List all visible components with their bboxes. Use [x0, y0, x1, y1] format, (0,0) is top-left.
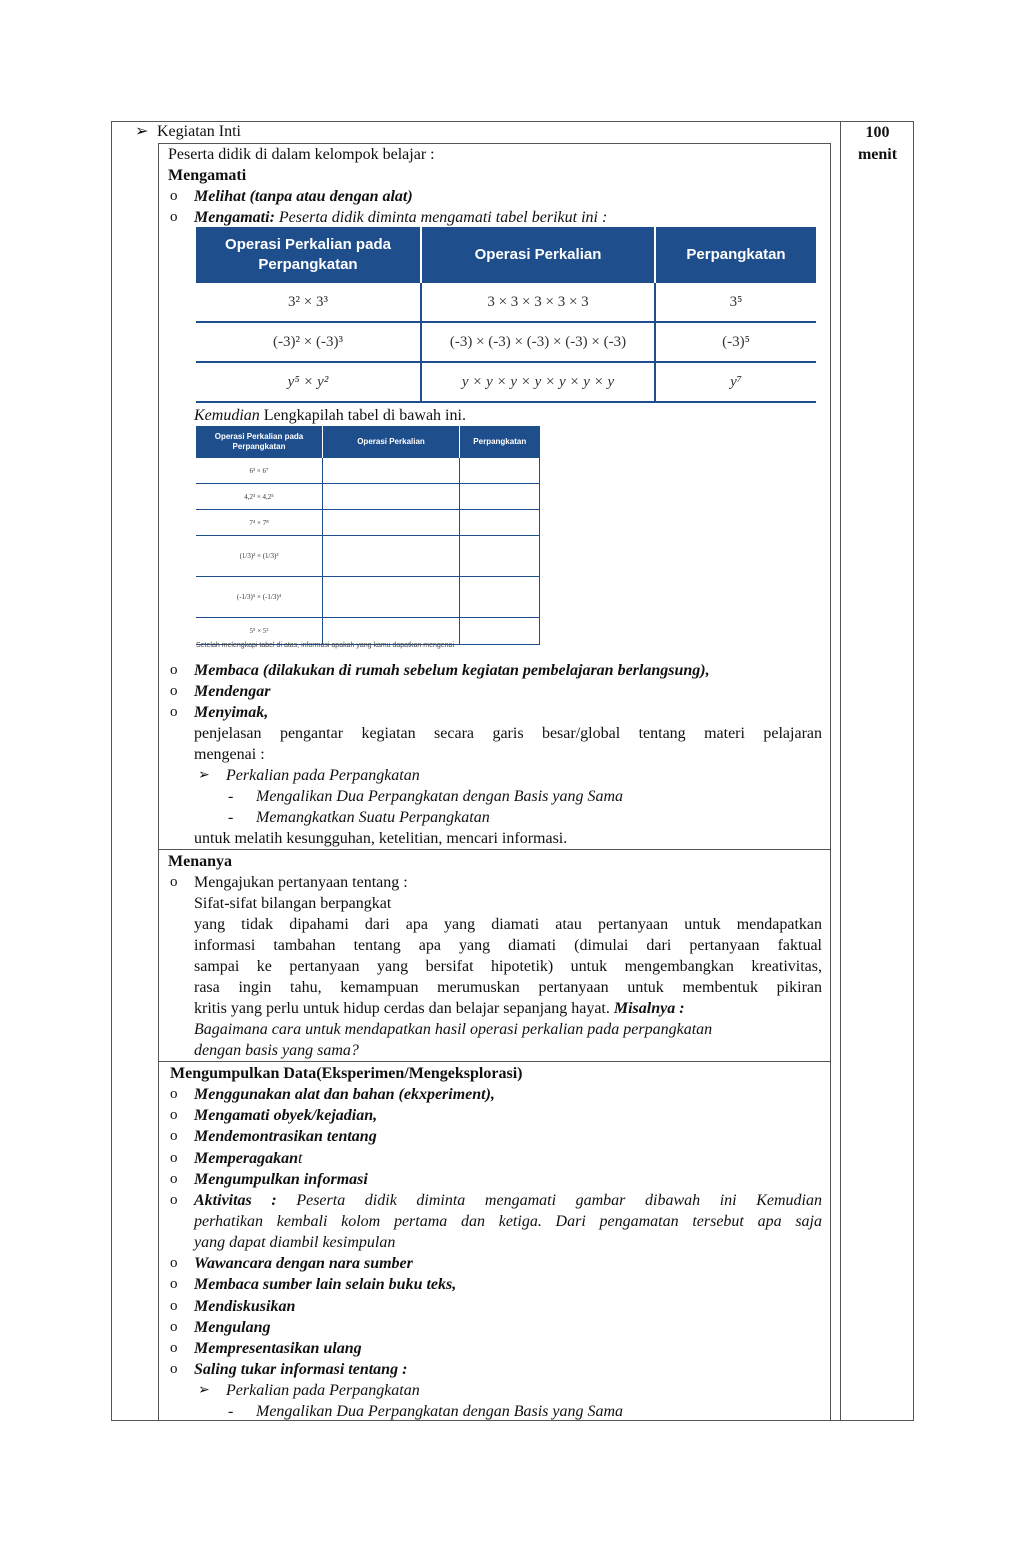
circle-bullet-icon: o	[170, 1107, 178, 1123]
empty-cell	[323, 484, 460, 510]
item-tail: t	[298, 1150, 303, 1167]
circle-bullet-icon: o	[170, 874, 178, 890]
circle-bullet-icon: o	[170, 188, 178, 204]
circle-bullet-icon: o	[170, 1255, 178, 1271]
mengumpulkan-item: Mendiskusikan	[194, 1298, 296, 1315]
table-row	[196, 362, 816, 402]
paragraph-line: penjelasan pengantar kegiatan secara garis besar/global tentang materi pelajaran	[194, 725, 822, 742]
example-table	[196, 227, 816, 403]
table-header: Operasi Perkalian pada Perpangkatan	[196, 227, 421, 283]
paragraph-line	[194, 998, 685, 1019]
duration-unit: menit	[857, 146, 898, 163]
circle-bullet-icon: o	[170, 1150, 178, 1166]
table-cell: (-3)⁵	[655, 322, 816, 362]
circle-bullet-icon: o	[170, 1298, 178, 1314]
item-text: Memperagakan	[194, 1150, 298, 1167]
mengumpulkan-item: Saling tukar informasi tentang :	[194, 1361, 408, 1378]
table-cell: (-3) × (-3) × (-3) × (-3) × (-3)	[421, 322, 655, 362]
circle-bullet-icon: o	[170, 1276, 178, 1292]
sub-heading: Perkalian pada Perpangkatan	[226, 767, 420, 784]
circle-bullet-icon: o	[170, 1128, 178, 1144]
closing-text: untuk melatih kesungguhan, ketelitian, mencari informasi.	[194, 830, 568, 847]
mengumpulkan-item: Menggunakan alat dan bahan (ekxperiment),	[194, 1086, 495, 1103]
circle-bullet-icon: o	[170, 209, 178, 225]
mengamati-item-5: Menyimak,	[194, 704, 269, 721]
empty-cell	[460, 458, 540, 484]
intro-text: Peserta didik di dalam kelompok belajar :	[168, 146, 435, 163]
table-note: Setelah melengkapi tabel di atas, informasi apakah yang kamu dapatkan mengenai	[196, 642, 454, 649]
paragraph-text: kritis yang perlu untuk hidup cerdas dan belajar sepanjang hayat.	[194, 1000, 610, 1017]
exercise-table	[196, 426, 540, 645]
mengumpulkan-item: Wawancara dengan nara sumber	[194, 1255, 413, 1272]
empty-cell	[460, 618, 540, 645]
paragraph-line: sampai ke pertanyaan yang bersifat hipotetik) untuk mengembangkan kreativitas,	[194, 958, 822, 975]
circle-bullet-icon: o	[170, 1171, 178, 1187]
mengamati-item-1: Melihat (tanpa atau dengan alat)	[194, 188, 413, 205]
paragraph-line: rasa ingin tahu, kemampuan merumuskan pertanyaan untuk membentuk pikiran	[194, 979, 822, 996]
paragraph-line: yang tidak dipahami dari apa yang diamati atau pertanyaan untuk mendapatkan	[194, 916, 822, 933]
table-header: Perpangkatan	[460, 426, 540, 458]
kemudian-text	[194, 405, 466, 426]
mengumpulkan-item	[194, 1148, 302, 1169]
empty-cell	[323, 458, 460, 484]
table-cell: (1/3)² × (1/3)³	[196, 536, 323, 577]
circle-bullet-icon: o	[170, 662, 178, 678]
arrow-bullet-icon: ➢	[198, 1383, 210, 1398]
table-header: Operasi Perkalian pada Perpangkatan	[196, 426, 323, 458]
circle-bullet-icon: o	[170, 1319, 178, 1335]
dash-bullet-icon: -	[228, 788, 234, 805]
empty-cell	[323, 577, 460, 618]
sub-item: Mengalikan Dua Perpangkatan dengan Basis yang Sama	[256, 1403, 624, 1420]
table-row	[196, 510, 540, 536]
section-heading	[135, 122, 241, 142]
paragraph-line: informasi tambahan tentang apa yang diamati (dimulai dari pertanyaan faktual	[194, 937, 822, 954]
mengumpulkan-item: Mengumpulkan informasi	[194, 1171, 368, 1188]
empty-cell	[460, 536, 540, 577]
sub-item: Mengalikan Dua Perpangkatan dengan Basis yang Sama	[256, 788, 624, 805]
circle-bullet-icon: o	[170, 1361, 178, 1377]
dash-bullet-icon: -	[228, 809, 234, 826]
empty-cell	[323, 536, 460, 577]
mengumpulkan-item: Membaca sumber lain selain buku teks,	[194, 1276, 457, 1293]
empty-cell	[460, 510, 540, 536]
section-title: Kegiatan Inti	[157, 123, 241, 140]
mengamati-item-2	[194, 207, 607, 228]
empty-cell	[460, 577, 540, 618]
table-cell: 7⁴ × 7⁸	[196, 510, 323, 536]
table-cell: 6³ × 6⁷	[196, 458, 323, 484]
table-cell: 3 × 3 × 3 × 3 × 3	[421, 283, 655, 322]
menanya-heading: Menanya	[168, 853, 232, 870]
duration-value: 100	[865, 124, 890, 141]
circle-bullet-icon: o	[170, 683, 178, 699]
example-question: dengan basis yang sama?	[194, 1042, 359, 1059]
aktivitas-line: yang dapat diambil kesimpulan	[194, 1234, 396, 1251]
mengumpulkan-item: Mempresentasikan ulang	[194, 1340, 362, 1357]
aktivitas-label: Aktivitas :	[194, 1192, 277, 1209]
table-header: Operasi Perkalian	[323, 426, 460, 458]
misalnya-label: Misalnya :	[609, 1000, 685, 1017]
mengumpulkan-item: Mengamati obyek/kejadian,	[194, 1107, 378, 1124]
mengamati-item-4: Mendengar	[194, 683, 271, 700]
mengamati-item-3: Membaca (dilakukan di rumah sebelum kegiatan pembelajaran berlangsung),	[194, 662, 710, 679]
mengamati-heading: Mengamati	[168, 167, 247, 184]
table-row	[196, 283, 816, 322]
table-row	[196, 484, 540, 510]
arrow-bullet-icon: ➢	[198, 768, 210, 783]
table-header: Perpangkatan	[655, 227, 816, 283]
mengumpulkan-heading: Mengumpulkan Data(Eksperimen/Mengeksplorasi)	[170, 1065, 523, 1082]
kemudian-word: Kemudian	[194, 407, 260, 424]
circle-bullet-icon: o	[170, 1340, 178, 1356]
mengamati-item-2-label: Mengamati:	[194, 209, 275, 226]
dash-bullet-icon: -	[228, 1403, 234, 1420]
table-cell: 3⁵	[655, 283, 816, 322]
empty-cell	[460, 484, 540, 510]
paragraph-line: Sifat-sifat bilangan berpangkat	[194, 895, 392, 912]
table-row	[196, 536, 540, 577]
empty-cell	[323, 510, 460, 536]
table-cell: 4,2³ × 4,2⁵	[196, 484, 323, 510]
table-cell: y⁵ × y²	[196, 362, 421, 402]
sub-heading: Perkalian pada Perpangkatan	[226, 1382, 420, 1399]
menanya-item: Mengajukan pertanyaan tentang :	[194, 874, 408, 891]
table-cell: 3² × 3³	[196, 283, 421, 322]
aktivitas-text: Peserta didik diminta mengamati gambar dibawah ini Kemudian	[276, 1192, 823, 1209]
kemudian-rest: Lengkapilah tabel di bawah ini.	[259, 407, 466, 424]
duration-cell	[841, 122, 914, 166]
table-header: Operasi Perkalian	[421, 227, 655, 283]
paragraph-line: mengenai :	[194, 746, 265, 763]
aktivitas-line: perhatikan kembali kolom pertama dan ketiga. Dari pengamatan tersebut apa saja	[194, 1213, 822, 1230]
mengumpulkan-item: Mengulang	[194, 1319, 271, 1336]
table-cell: (-1/3)⁵ × (-1/3)⁴	[196, 577, 323, 618]
table-cell: y⁷	[655, 362, 816, 402]
table-row	[196, 458, 540, 484]
table-cell: 5⁵ × 5²	[196, 618, 323, 645]
sub-item: Memangkatkan Suatu Perpangkatan	[256, 809, 490, 826]
mengamati-item-2-text: Peserta didik diminta mengamati tabel berikut ini :	[274, 209, 608, 226]
example-question: Bagaimana cara untuk mendapatkan hasil operasi perkalian pada perpangkatan	[194, 1021, 713, 1038]
circle-bullet-icon: o	[170, 1086, 178, 1102]
table-row	[196, 577, 540, 618]
mengumpulkan-item: Mendemontrasikan tentang	[194, 1128, 377, 1145]
table-cell: y × y × y × y × y × y × y	[421, 362, 655, 402]
table-row	[196, 322, 816, 362]
table-cell: (-3)² × (-3)³	[196, 322, 421, 362]
circle-bullet-icon: o	[170, 1192, 178, 1208]
empty-cell	[323, 618, 460, 645]
aktivitas-line	[194, 1190, 822, 1211]
table-row	[196, 618, 540, 645]
column-divider	[840, 121, 841, 1421]
arrow-bullet-icon: ➢	[135, 123, 149, 140]
circle-bullet-icon: o	[170, 704, 178, 720]
